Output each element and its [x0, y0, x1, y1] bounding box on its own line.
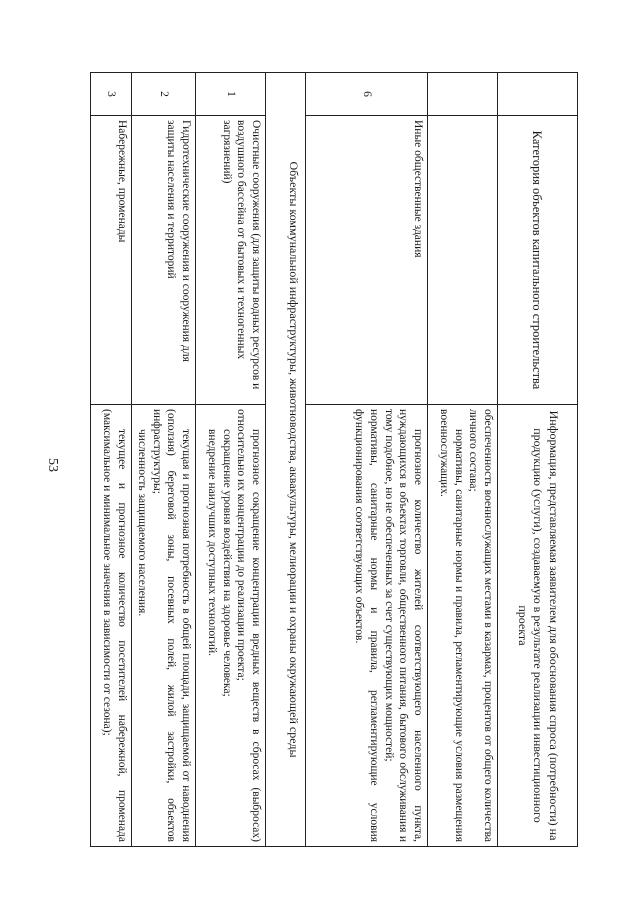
row-category: Гидротехнические сооружения и сооружения для защиты населения и территорий — [132, 116, 196, 405]
row-num: 2 — [132, 73, 196, 116]
row-info — [428, 405, 498, 847]
page-number: 53 — [45, 458, 60, 472]
rotated-sheet — [93, 72, 578, 847]
info-paragraph: прогнозное сокращение концентрации вредных веществ в сбросах (выбросах) относительно их концентрации до реализации проекта; — [235, 409, 262, 842]
header-num-cell — [498, 73, 578, 116]
row-category — [428, 116, 498, 405]
investment-demand-table — [90, 72, 578, 847]
row-num — [428, 73, 498, 116]
section-title: Объекты коммунальной инфраструктуры, животноводства, аквакультуры, мелиорации и охраны окружающей среды — [266, 73, 306, 847]
info-paragraph: внедрение наилучших доступных технологий. — [205, 429, 218, 656]
info-paragraph: численность защищаемого населения. — [135, 429, 148, 617]
info-paragraph: текущая и прогнозная потребность в общей площади, защищаемой от наводнения (оползня) береговой зоны, посевных полей, жилой застройки, объектов инфраструктуры; — [150, 409, 192, 842]
row-category: Набережные, променады — [91, 116, 132, 405]
header-info-cell: Информация, представляемая заявителем для обоснования спроса (потребности) на продукцию (услуги), создаваемую в результате реализации инвестиционного проекта — [498, 405, 578, 847]
row-category: Иные общественные здания — [306, 116, 428, 405]
table-header-row — [498, 73, 578, 847]
info-paragraph: обеспеченность военнослужащих местами в казармах, процентов от общего количества личного состава; — [467, 409, 494, 842]
table-row — [306, 73, 428, 847]
section-row — [266, 73, 306, 847]
row-info — [196, 405, 266, 847]
row-info — [91, 405, 132, 847]
row-category: Очистные сооружения (для защиты водных ресурсов и воздушного бассейна от бытовых и техногенных загрязнений) — [196, 116, 266, 405]
table-row — [91, 73, 132, 847]
row-info — [132, 405, 196, 847]
info-paragraph: сокращение уровня воздействия на здоровье человека; — [220, 429, 233, 697]
info-paragraph: прогнозное количество жителей соответствующего населенного пункта, нуждающихся в объектах торговли, общественного питания, бытового обслуживания и тому подобное, но не обеспеченных за счет существующих мощностей; — [382, 409, 424, 842]
row-num: 6 — [306, 73, 428, 116]
info-paragraph: текущее и прогнозное количество посетителей набережной, променада (максимальное и минимальное значения в зависимости от сезона); — [101, 409, 129, 842]
row-info — [306, 405, 428, 847]
info-paragraph: нормативы, санитарные нормы и правила, регламентирующие условия функционирования соответствующих объектов. — [353, 409, 380, 842]
row-num: 3 — [91, 73, 132, 116]
header-category-cell: Категория объектов капитального строительства — [498, 116, 578, 405]
table-row — [428, 73, 498, 847]
row-num: 1 — [196, 73, 266, 116]
table-row — [132, 73, 196, 847]
info-paragraph: нормативы, санитарные нормы и правила, регламентирующие условия размещения военнослужащих. — [437, 409, 465, 842]
table-row — [196, 73, 266, 847]
